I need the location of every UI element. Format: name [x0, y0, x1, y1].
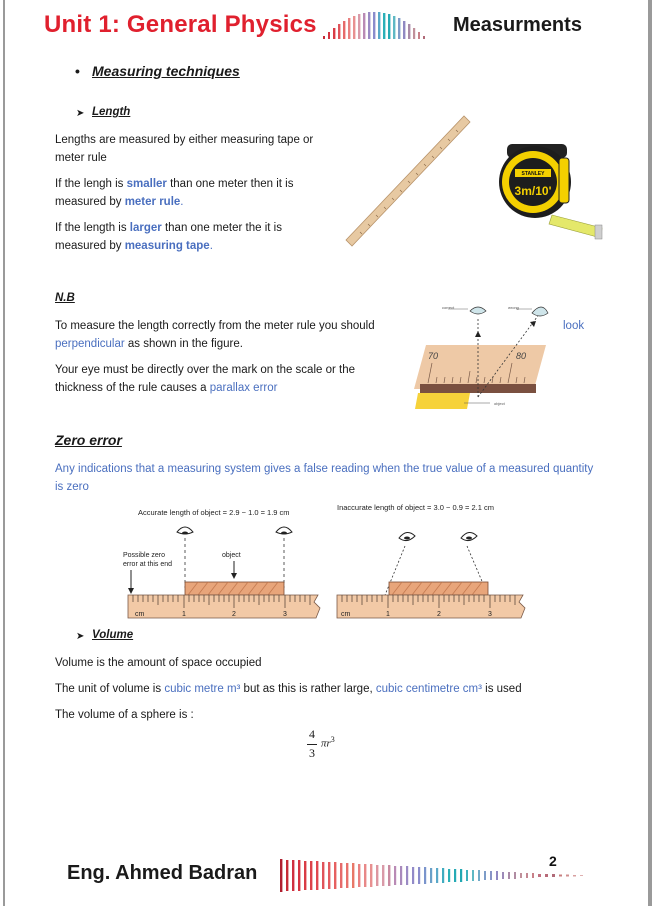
parallax-figure — [412, 297, 562, 413]
svg-text:Possible zero: Possible zero — [123, 552, 166, 559]
highlight-parallax-error: parallax error — [209, 382, 278, 394]
svg-text:wrong: wrong — [508, 305, 519, 310]
highlight-smaller: smaller — [126, 178, 167, 190]
page-border-left — [3, 0, 5, 906]
volume-definition: Volume is the amount of space occupied — [55, 657, 262, 669]
text: If the length is — [55, 222, 130, 234]
svg-text:80: 80 — [516, 351, 527, 361]
text: than one meter the it is — [161, 222, 282, 234]
svg-text:3: 3 — [488, 611, 492, 618]
svg-text:1: 1 — [386, 611, 390, 618]
decorative-bars-icon — [321, 10, 443, 40]
text: measured by — [55, 196, 125, 208]
text: but as this is rather large, — [240, 683, 376, 695]
arrow-bullet-icon: ➤ — [76, 631, 85, 642]
formula-exponent: 3 — [330, 735, 335, 744]
text: thickness of the rule causes a — [55, 382, 210, 394]
heading-measuring-techniques: Measuring techniques — [92, 63, 240, 79]
formula-numerator: 4 — [309, 727, 315, 741]
formula-pi-r: πr — [321, 737, 331, 750]
svg-text:3m/10': 3m/10' — [514, 184, 552, 198]
heading-zero-error: Zero error — [55, 432, 122, 448]
text: measured by — [55, 240, 125, 252]
nb-paragraph-2 — [55, 361, 395, 397]
measuring-tape-image — [497, 140, 607, 245]
svg-text:cm: cm — [135, 611, 145, 618]
heading-nb: N.B — [55, 292, 75, 304]
svg-text:error at this end: error at this end — [123, 561, 173, 568]
highlight-perpendicular: perpendicular — [55, 338, 125, 350]
highlight-cubic-metre: cubic metre m³ — [164, 683, 241, 695]
text: The unit of volume is — [55, 683, 165, 695]
highlight-cubic-centimetre: cubic centimetre cm³ — [375, 683, 482, 695]
text-line: Lengths are measured by either measuring tape or — [55, 134, 314, 146]
text: than one meter then it is — [166, 178, 294, 190]
text: . — [209, 240, 213, 252]
meter-rule-image — [340, 112, 480, 247]
decorative-footer-bars-icon — [278, 857, 608, 893]
unit-title: Unit 1: General Physics — [44, 11, 317, 38]
page-number: 2 — [549, 853, 557, 869]
text-line: Your eye must be directly over the mark on the scale or the — [55, 364, 356, 376]
page-header — [44, 8, 604, 48]
heading-volume: Volume — [92, 629, 134, 641]
highlight-look: look — [563, 320, 585, 332]
text: is used — [481, 683, 522, 695]
sphere-volume-label: The volume of a sphere is : — [55, 709, 194, 721]
inaccurate-length-figure — [335, 500, 530, 620]
svg-text:STANLEY: STANLEY — [521, 171, 545, 177]
svg-text:70: 70 — [428, 351, 439, 361]
arrow-bullet-icon: ➤ — [76, 108, 85, 119]
fraction-bar — [307, 744, 317, 745]
svg-text:cm: cm — [341, 611, 351, 618]
text-line: Any indications that a measuring system gives a false reading when the true value of a measured quantity — [55, 463, 594, 475]
text: as shown in the figure. — [124, 338, 243, 350]
text-line: meter rule — [55, 152, 107, 164]
text: If the lengh is — [55, 178, 127, 190]
svg-text:2: 2 — [437, 611, 441, 618]
author-name: Eng. Ahmed Badran — [67, 862, 258, 884]
page-border-right — [648, 0, 652, 906]
text-line: is zero — [55, 481, 89, 493]
bullet-icon: • — [75, 63, 80, 79]
length-paragraph-2 — [55, 175, 345, 211]
highlight-larger: larger — [129, 222, 162, 234]
accurate-length-figure — [118, 500, 328, 620]
heading-length: Length — [92, 106, 131, 118]
svg-text:3: 3 — [283, 611, 287, 618]
text: . — [180, 196, 184, 208]
svg-text:Accurate length of object = 2.: Accurate length of object = 2.9 − 1.0 = 1.9 cm — [138, 508, 290, 517]
subject-title: Measurments — [453, 14, 582, 36]
text-line: To measure the length correctly from the meter rule you should — [55, 320, 375, 332]
nb-paragraph-1 — [55, 317, 395, 353]
highlight-measuring-tape: measuring tape — [124, 240, 210, 252]
zero-error-definition — [55, 460, 615, 496]
formula-rest — [321, 735, 335, 750]
svg-text:1: 1 — [182, 611, 186, 618]
svg-text:object: object — [494, 401, 505, 406]
volume-unit-text — [55, 680, 522, 698]
formula-denominator: 3 — [309, 746, 315, 760]
svg-text:2: 2 — [232, 611, 236, 618]
length-paragraph-3 — [55, 219, 345, 255]
svg-text:object: object — [222, 552, 241, 559]
highlight-meter-rule: meter rule — [124, 196, 181, 208]
svg-text:Inaccurate length of object =: Inaccurate length of object = 3.0 − 0.9 = 2.1 cm — [337, 503, 494, 512]
svg-text:correct: correct — [442, 305, 455, 310]
length-paragraph-1 — [55, 131, 345, 167]
